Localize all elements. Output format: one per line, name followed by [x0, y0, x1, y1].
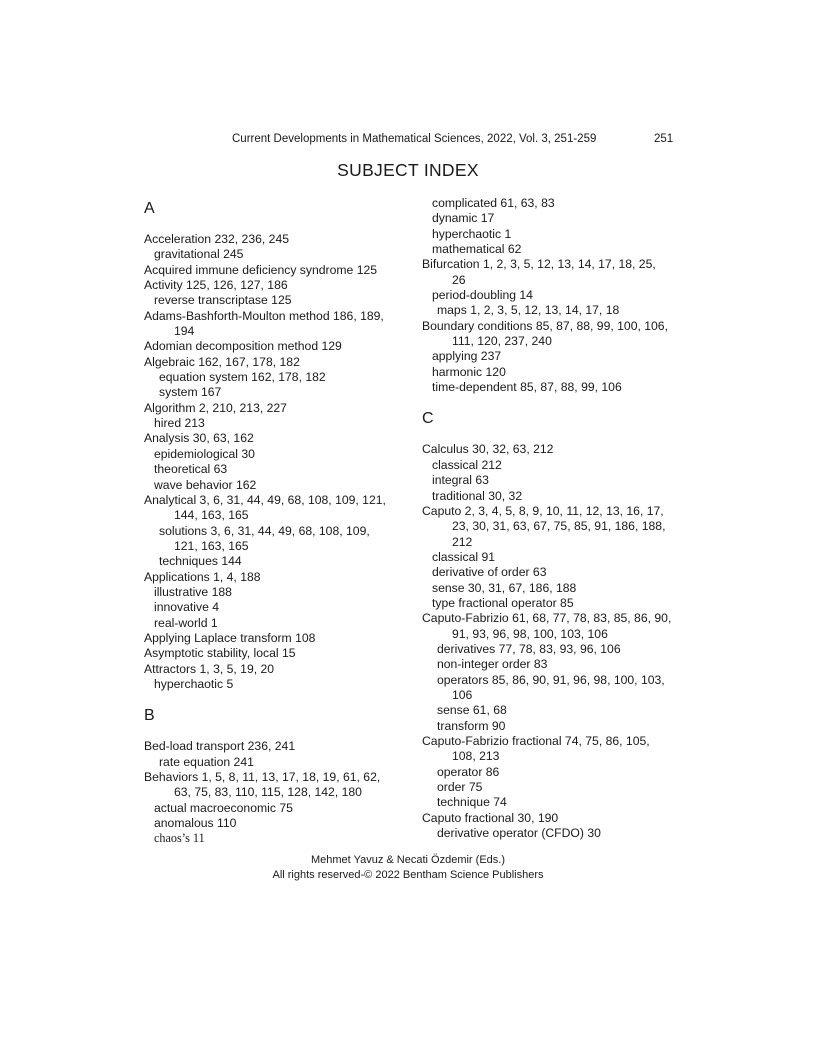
index-subentry: classical 91 [432, 549, 495, 564]
index-continuation: 108, 213 [452, 749, 500, 764]
index-continuation: 23, 30, 31, 63, 67, 75, 85, 91, 186, 188, [452, 519, 666, 534]
index-continuation: 91, 93, 96, 98, 100, 103, 106 [452, 626, 608, 641]
index-entry: Caputo 2, 3, 4, 5, 8, 9, 10, 11, 12, 13, 16, 17, [422, 503, 664, 518]
index-continuation: 121, 163, 165 [174, 538, 249, 553]
index-subentry: anomalous 110 [154, 816, 237, 831]
index-subentry: integral 63 [432, 473, 489, 488]
index-entry: Asymptotic stability, local 15 [144, 646, 296, 661]
index-entry: Bifurcation 1, 2, 3, 5, 12, 13, 14, 17, 18, 25, [422, 257, 656, 272]
section-letter-c: C [422, 410, 434, 428]
index-subentry: rate equation 241 [159, 754, 254, 769]
index-entry: Caputo-Fabrizio 61, 68, 77, 78, 83, 85, 86, 90, [422, 611, 672, 626]
index-subentry: type fractional operator 85 [432, 595, 574, 610]
index-subentry: illustrative 188 [154, 584, 232, 599]
index-subentry: reverse transcriptase 125 [154, 293, 292, 308]
index-subentry: mathematical 62 [432, 242, 522, 257]
index-continuation: 212 [452, 534, 473, 549]
index-entry: Adomian decomposition method 129 [144, 339, 342, 354]
index-subentry: complicated 61, 63, 83 [432, 196, 555, 210]
index-subentry: techniques 144 [159, 554, 242, 569]
page-footer [0, 853, 816, 883]
index-continuation: 111, 120, 237, 240 [452, 334, 552, 349]
index-entry: Calculus 30, 32, 63, 212 [422, 442, 554, 457]
index-subentry: chaos’s 11 [154, 831, 205, 846]
index-subentry: theoretical 63 [154, 462, 228, 477]
index-subentry: operators 85, 86, 90, 91, 96, 98, 100, 103, [437, 672, 665, 687]
index-entry: Acceleration 232, 236, 245 [144, 232, 290, 246]
index-column-left [144, 196, 404, 847]
journal-citation: Current Developments in Mathematical Sciences, 2022, Vol. 3, 251-259 [232, 133, 597, 145]
index-continuation: 106 [452, 687, 473, 702]
index-entry: Algebraic 162, 167, 178, 182 [144, 354, 300, 369]
index-subentry: sense 61, 68 [437, 703, 507, 718]
section-letter-a: A [144, 200, 155, 217]
index-subentry: derivative operator (CFDO) 30 [437, 826, 601, 841]
index-subentry: operator 86 [437, 764, 500, 779]
index-subentry: derivative of order 63 [432, 565, 547, 580]
index-subentry: derivatives 77, 78, 83, 93, 96, 106 [437, 641, 621, 656]
page-title: SUBJECT INDEX [337, 160, 479, 180]
index-subentry: time-dependent 85, 87, 88, 99, 106 [432, 380, 622, 395]
index-subentry: solutions 3, 6, 31, 44, 49, 68, 108, 109, [159, 523, 370, 538]
index-subentry: period-doubling 14 [432, 288, 533, 303]
index-entry: Analytical 3, 6, 31, 44, 49, 68, 108, 109, 121, [144, 492, 386, 507]
index-subentry: transform 90 [437, 718, 506, 733]
index-subentry: epidemiological 30 [154, 446, 255, 461]
index-subentry: hyperchaotic 1 [432, 226, 512, 241]
index-subentry: harmonic 120 [432, 364, 506, 379]
index-subentry: non-integer order 83 [437, 657, 548, 672]
index-subentry: equation system 162, 178, 182 [159, 370, 326, 385]
index-subentry: hired 213 [154, 416, 205, 431]
index-subentry: gravitational 245 [154, 247, 244, 262]
index-subentry: traditional 30, 32 [432, 488, 523, 503]
index-subentry: real-world 1 [154, 615, 218, 630]
index-subentry: dynamic 17 [432, 211, 495, 226]
footer-editors: Mehmet Yavuz & Necati Özdemir (Eds.) [311, 854, 505, 866]
index-subentry: classical 212 [432, 457, 502, 472]
index-entry: Caputo-Fabrizio fractional 74, 75, 86, 105, [422, 734, 650, 748]
page-number: 251 [654, 133, 674, 145]
index-subentry: applying 237 [432, 349, 502, 364]
footer-rights: All rights reserved-© 2022 Bentham Science Publishers [272, 869, 544, 881]
index-continuation: 26 [452, 272, 466, 287]
index-entry: Applying Laplace transform 108 [144, 630, 316, 645]
index-entry: Bed-load transport 236, 241 [144, 739, 296, 754]
index-subentry: hyperchaotic 5 [154, 676, 234, 691]
index-entry: Attractors 1, 3, 5, 19, 20 [144, 661, 275, 676]
index-continuation: 63, 75, 83, 110, 115, 128, 142, 180 [174, 785, 362, 800]
index-entry: Acquired immune deficiency syndrome 125 [144, 262, 378, 277]
index-continuation: 194 [174, 324, 195, 339]
index-subentry: order 75 [437, 780, 483, 795]
section-letter-b: B [144, 707, 155, 725]
index-entry: Activity 125, 126, 127, 186 [144, 278, 288, 293]
index-subentry: actual macroeconomic 75 [154, 800, 293, 815]
index-column-right [422, 196, 682, 841]
index-continuation: 144, 163, 165 [174, 508, 249, 523]
index-subentry: wave behavior 162 [154, 477, 257, 492]
index-entry: Adams-Bashforth-Moulton method 186, 189, [144, 308, 384, 323]
index-entry: Boundary conditions 85, 87, 88, 99, 100, 106, [422, 318, 668, 333]
index-entry: Behaviors 1, 5, 8, 11, 13, 17, 18, 19, 61, 62, [144, 770, 381, 784]
index-subentry: technique 74 [437, 795, 507, 810]
index-entry: Analysis 30, 63, 162 [144, 431, 254, 446]
index-entry: Applications 1, 4, 188 [144, 569, 261, 584]
index-entry: Caputo fractional 30, 190 [422, 810, 559, 825]
index-subentry: sense 30, 31, 67, 186, 188 [432, 580, 577, 595]
index-subentry: system 167 [159, 385, 222, 400]
index-subentry: maps 1, 2, 3, 5, 12, 13, 14, 17, 18 [437, 303, 620, 318]
index-subentry: innovative 4 [154, 600, 220, 615]
index-entry: Algorithm 2, 210, 213, 227 [144, 400, 287, 415]
